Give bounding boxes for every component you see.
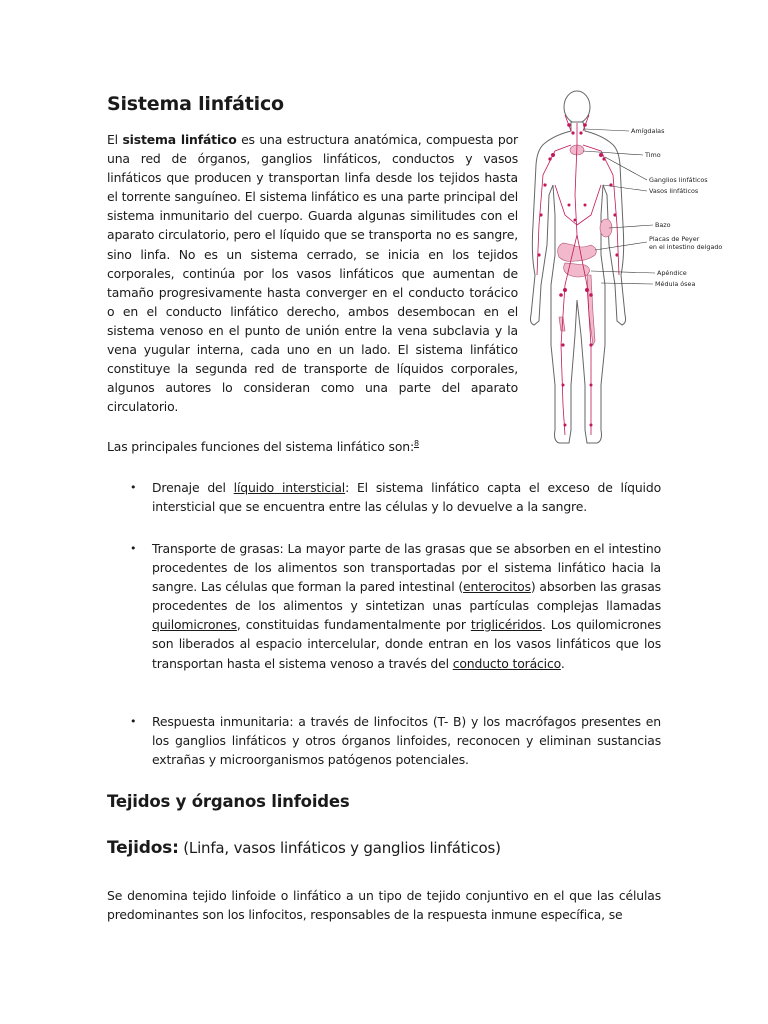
list-item-drenaje [130,478,661,516]
bullet-icon: • [130,481,137,494]
list-item-respuesta-inmunitaria [130,712,661,769]
label-medula: Médula ósea [655,280,696,288]
lymphatic-system-illustration [525,85,730,457]
intro-term: sistema linfático [122,132,237,147]
list-item-text: . Los quilomicrones son liberados al espacio intercelular, donde entran en los vasos linfáticos que los transportan hasta el sistema venoso a través del [152,617,661,671]
subsection-label: Tejidos: [107,838,179,858]
bullet-icon: • [130,715,137,728]
label-peyer-2: en el intestino delgado [649,243,723,251]
list-item-text: Drenaje del [152,480,234,495]
subsection-heading [107,838,501,858]
reference-superscript [414,439,419,448]
reference-link[interactable]: 8 [414,439,419,448]
label-amigdalas: Amígdalas [631,127,665,135]
label-vasos: Vasos linfáticos [649,187,699,195]
link-enterocitos[interactable]: enterocitos [463,579,531,595]
section-heading: Tejidos y órganos linfoides [107,792,350,811]
link-conducto-toracico[interactable]: conducto torácico [452,655,561,671]
list-item-text: ) absorben las grasas procedentes de los alimentos y sintetizan unas partículas complejas llamadas [152,579,661,614]
link-quilomicrones[interactable]: quilomicrones [152,617,237,633]
figure-labels [631,127,722,288]
list-item-text: Respuesta inmunitaria: a través de linfocitos (T- B) y los macrófagos presentes en los ganglios linfáticos y otros órganos linfoides, reconocen y eliminan sustancias extrañas y microorganismos patógenos potenciales. [152,714,661,768]
list-item-text: . [560,655,565,671]
list-item-text: : El sistema linfático capta el exceso de líquido intersticial que se encuentra entre las células y lo devuelve a la sangre. [152,480,661,515]
link-liquido-intersticial[interactable]: líquido intersticial [233,480,346,495]
label-bazo: Bazo [655,221,671,229]
label-timo: Timo [645,151,661,159]
bullet-icon: • [130,542,137,555]
list-item-transporte-grasas [130,539,661,673]
intro-prefix: El [107,132,123,147]
intro-text: es una estructura anatómica, compuesta por una red de órganos, ganglios linfáticos, conductos y vasos linfáticos que producen y transportan linfa desde los tejidos hasta el torrente sanguíneo. El sistema linfático es una parte principal del sistema inmunitario del cuerpo. Guarda algunas similitudes con el aparato circulatorio, pero el líquido que se transporta no es sangre, sino linfa. No es un sistema cerrado, se inicia en los tejidos corporales, continúa por los vasos linfáticos que aumentan de tamaño progresivamente hasta converger en el conducto torácico o en el conducto linfático derecho, ambos desembocan en el sistema venoso en el punto de unión entre la vena subclavia y la vena yugular interna, cada uno en un lado. El sistema linfático constituye la segunda red de transporte de líquidos corporales, algunos autores lo consideran como una parte del aparato circulatorio. [107,132,518,415]
link-trigliceridos[interactable]: triglicéridos [470,617,542,633]
page-title: Sistema linfático [107,93,284,115]
subsection-paren: (Linfa, vasos linfáticos y ganglios linfáticos) [178,839,501,857]
list-item-text: Transporte de grasas: La mayor parte de las grasas que se absorben en el intestino procedentes de los alimentos son transportadas por el sistema linfático hacia la sangre. Las células que forman la pared intestinal ( [152,541,661,595]
functions-intro [107,437,419,456]
lymphatic-system-figure [525,85,730,457]
functions-intro-text: Las principales funciones del sistema linfático son: [107,439,414,454]
label-apendice: Apéndice [657,269,687,277]
intro-paragraph [107,130,518,416]
label-ganglios: Ganglios linfáticos [649,176,708,184]
list-item-text: , constituidas fundamentalmente por [236,617,471,633]
final-paragraph: Se denomina tejido linfoide o linfático a un tipo de tejido conjuntivo en el que las células predominantes son los linfocitos, responsables de la respuesta inmune específica, se [107,888,661,923]
label-peyer: Placas de Peyer [649,235,700,243]
